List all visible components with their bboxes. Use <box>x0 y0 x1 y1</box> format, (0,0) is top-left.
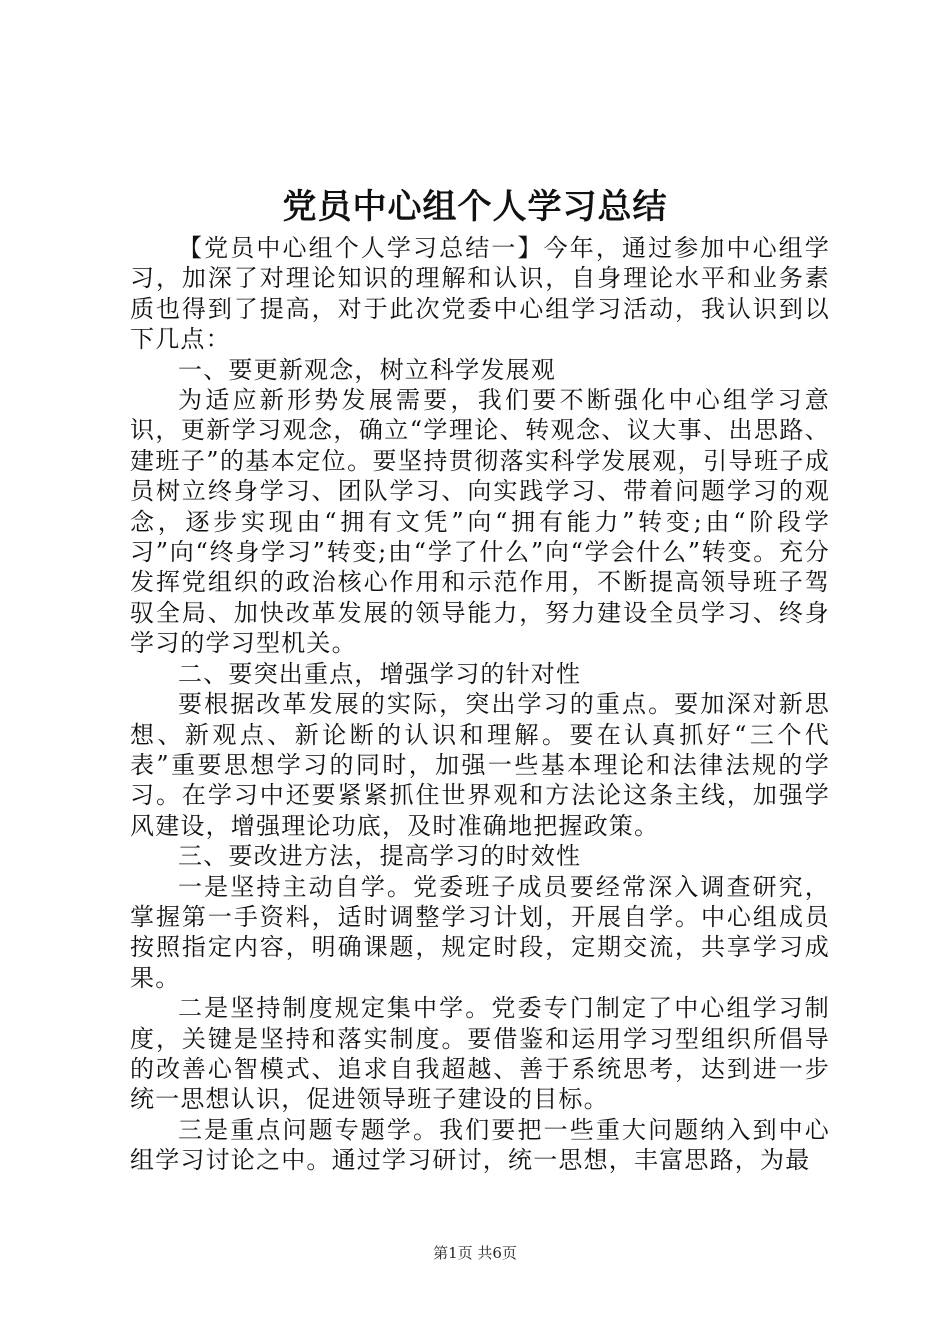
section-heading-2: 二、要突出重点，增强学习的针对性 <box>178 659 582 688</box>
paragraph-intro: 【党员中心组个人学习总结一】今年，通过参加中心组学习，加深了对理论知识的理解和认识，自身理论水平和业务素质也得到了提高，对于此次党委中心组学习活动，我认识到以下几点： <box>130 234 830 354</box>
document-title: 党员中心组个人学习总结 <box>282 187 668 227</box>
paragraph-section-2: 要根据改革发展的实际，突出学习的重点。要加深对新思想、新观点、新论断的认识和理解。要在认真抓好“三个代表”重要思想学习的同时，加强一些基本理论和法律法规的学习。在学习中还要紧紧抓住世界观和方法论这条主线，加强学风建设，增强理论功底，及时准确地把握政策。 <box>130 690 830 840</box>
paragraph-group-study: 二是坚持制度规定集中学。党委专门制定了中心组学习制度，关键是坚持和落实制度。要借鉴和运用学习型组织所倡导的改善心智模式、追求自我超越、善于系统思考，达到进一步统一思想认识，促进领导班子建设的目标。 <box>130 994 830 1114</box>
document-body <box>130 233 830 1176</box>
section-heading-3: 三、要改进方法，提高学习的时效性 <box>178 842 582 871</box>
section-heading-1: 一、要更新观念，树立科学发展观 <box>178 355 556 384</box>
page-number-footer: 第1页 共6页 <box>433 1244 517 1262</box>
paragraph-section-1: 为适应新形势发展需要，我们要不断强化中心组学习意识，更新学习观念，确立“学理论、转观念、议大事、出思路、建班子”的基本定位。要坚持贯彻落实科学发展观，引导班子成员树立终身学习、团队学习、向实践学习、带着问题学习的观念，逐步实现由“拥有文凭”向“拥有能力”转变;由“阶段学习”向“终身学习”转变;由“学了什么”向“学会什么”转变。充分发挥党组织的政治核心作用和示范作用，不断提高领导班子驾驭全局、加快改革发展的领导能力，努力建设全员学习、终身学习的学习型机关。 <box>130 386 830 658</box>
paragraph-self-study: 一是坚持主动自学。党委班子成员要经常深入调查研究，掌握第一手资料，适时调整学习计划，开展自学。中心组成员按照指定内容，明确课题，规定时段，定期交流，共享学习成果。 <box>130 872 830 992</box>
paragraph-topic-study: 三是重点问题专题学。我们要把一些重大问题纳入到中心组学习讨论之中。通过学习研讨，统一思想，丰富思路，为最 <box>130 1115 830 1175</box>
